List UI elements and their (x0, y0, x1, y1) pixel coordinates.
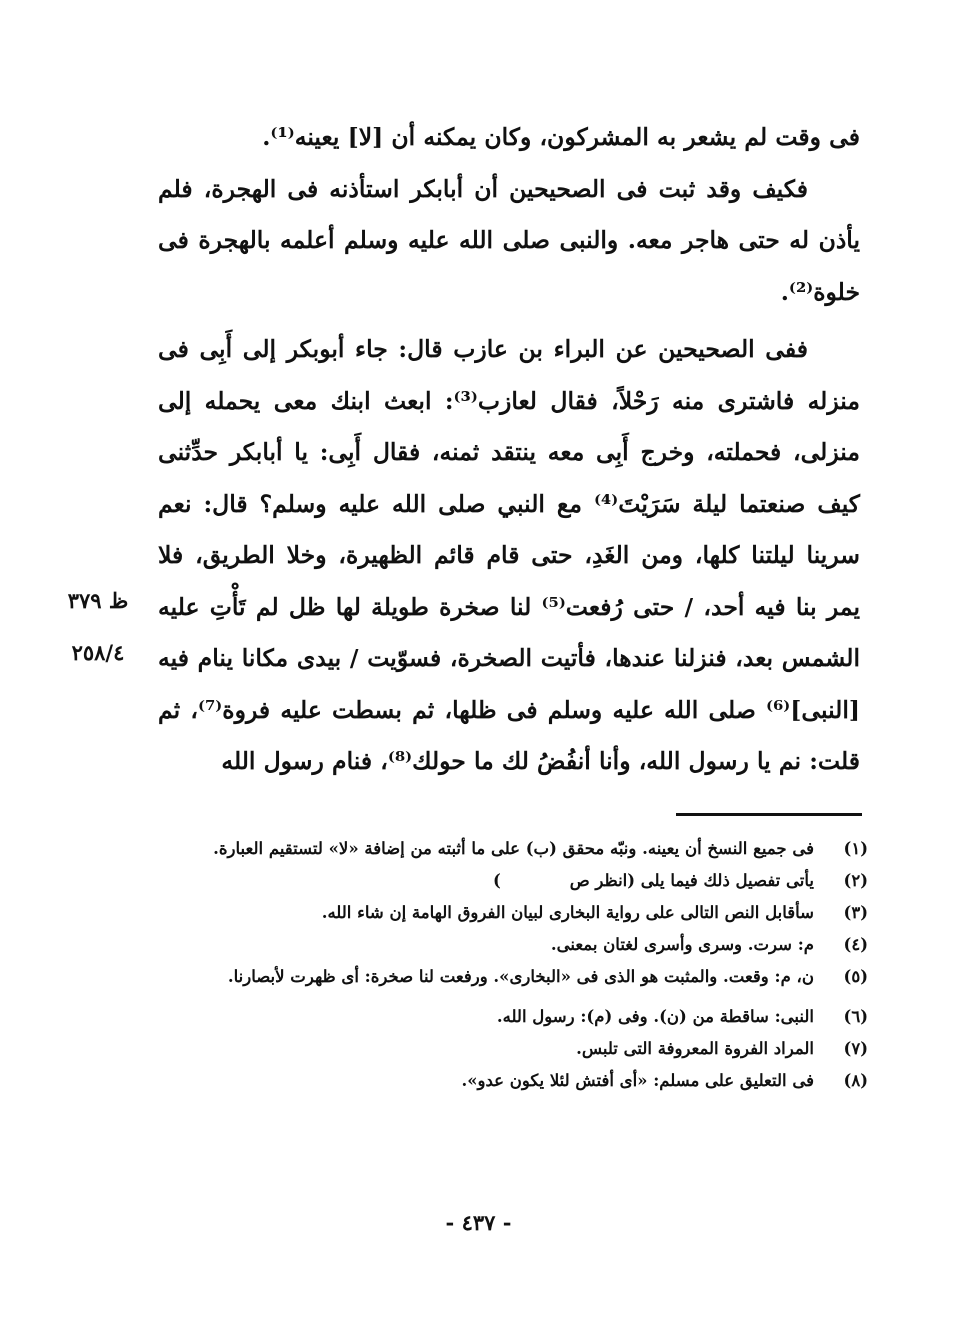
footnote-number: (٣) (843, 903, 868, 922)
margin-edition-ref: ٢٥٨/٤ (71, 640, 125, 665)
footnotes (166, 833, 868, 1097)
footnote-text: فى جميع النسخ أن يعينه. ونبّه محقق (ب) على ما أثبته من إضافة «لا» لتستقيم العبارة. (213, 839, 814, 858)
paragraph: ففى الصحيحين عن البراء بن عازب قال: جاء أبوبكر إلى أَبِى فى منزله فاشترى منه رَحْلاً، فقال لعازب⁽³⁾: ابعث ابنك معى يحمله إلى منزلى، فحملته، وخرج أَبِى معه ينتقد ثمنه، فقال أَبِى: يا أبابكر حدِّثنى كيف صنعتما ليلة سَرَيْتَ⁽⁴⁾ مع النبي صلى الله عليه وسلم؟ قال: نعم سرينا ليلتنا كلها، ومن الغَدِ، حتى قام قائم الظهيرة، وخلا الطريق، فلا يمر بنا فيه أحد، / حتى رُفعت⁽⁵⁾ لنا صخرة طويلة لها ظل لم تَأْتِ عليه الشمس بعد، فنزلنا عندها، فأتيت الصخرة، فسوّيت / بيدى مكانا ينام فيه [النبى]⁽⁶⁾ صلى الله عليه وسلم فى ظلها، ثم بسطت عليه فروة⁽⁷⁾، ثم قلت: نم يا رسول الله، وأنا أنفُضُ لك ما حولك⁽⁸⁾، فنام رسول الله (158, 335, 861, 775)
footnote-text: م: سرت. وسرى وأسرى لغتان بمعنى. (550, 935, 814, 954)
margin-manuscript-ref: ظ ٣٧٩ (67, 588, 129, 613)
footnote (166, 929, 868, 961)
footnote (166, 897, 868, 929)
footnote-text: ن، م: وقعت. والمثبت هو الذى فى «البخارى». ورفعت لنا صخرة: أى ظهرت لأبصارنا. (227, 967, 814, 986)
footnote (166, 1033, 868, 1065)
footnote-text: فى التعليق على مسلم: «أى أفتش لئلا يكون عدو». (461, 1071, 814, 1090)
footnote (166, 833, 868, 865)
footnote-number: (٤) (843, 935, 868, 954)
footnote-number: (٢) (843, 871, 868, 890)
page-number: - ٤٣٧ - (445, 1210, 512, 1235)
footnote (166, 1065, 868, 1097)
footnote-number: (٧) (843, 1039, 868, 1058)
footnote-text: النبى: ساقطة من (ن). وفى (م): رسول الله. (496, 1007, 814, 1026)
paragraph: فى وقت لم يشعر به المشركون، وكان يمكنه أن [لا] يعينه⁽¹⁾. (262, 123, 860, 151)
paragraph: فكيف وقد ثبت فى الصحيحين أن أبابكر استأذنه فى الهجرة، فلم يأذن له حتى هاجر معه. والنبى صلى الله عليه وسلم أعلمه بالهجرة فى خلوة⁽²⁾. (158, 174, 860, 306)
footnote-number: (٥) (843, 967, 868, 986)
footnote-text: يأتى تفصيل ذلك فيما يلى (انظر ص ) (493, 871, 814, 890)
footnote-number: (٦) (843, 1007, 868, 1026)
footnote-separator (676, 813, 862, 816)
footnote (166, 865, 868, 897)
footnote-number: (٨) (843, 1071, 868, 1090)
footnote-text: المراد الفروة المعروفة التى تلبس. (576, 1039, 814, 1058)
footnote (166, 1001, 868, 1033)
footnote-number: (١) (843, 839, 868, 858)
footnote-text: سأقابل النص التالى على رواية البخارى لبيان الفروق الهامة إن شاء الله. (321, 903, 814, 922)
main-text (158, 112, 860, 788)
footnote (166, 961, 868, 993)
